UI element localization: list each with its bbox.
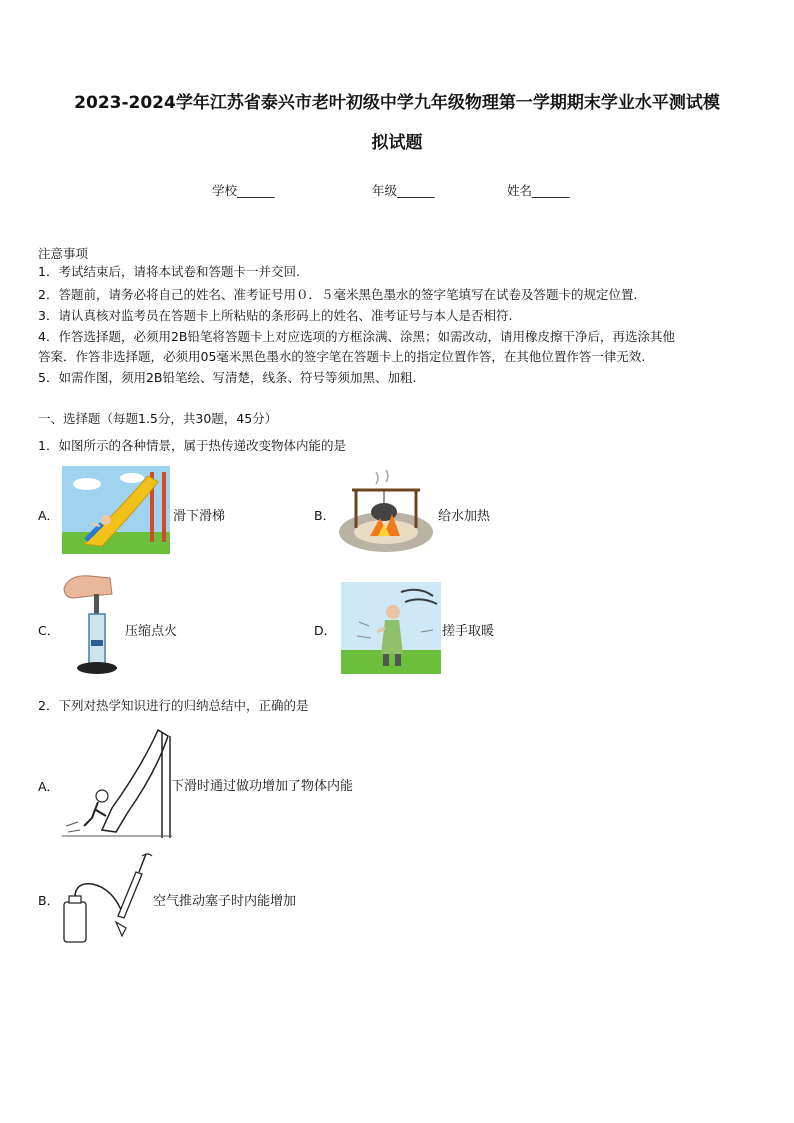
q1-option-c-text: 压缩点火 bbox=[125, 624, 178, 639]
notice-item: 1．考试结束后，请将本试卷和答题卡一并交回. bbox=[38, 264, 300, 279]
section-heading: 一、选择题（每题1.5分，共30题，45分） bbox=[38, 411, 278, 426]
grade-field: 年级______ bbox=[372, 183, 435, 198]
notice-item: 答案．作答非选择题，必须用05毫米黑色墨水的签字笔在答题卡上的指定位置作答，在其他位置作答一律无效. bbox=[38, 349, 646, 364]
school-field: 学校______ bbox=[212, 183, 275, 198]
slide-sketch-picture bbox=[62, 726, 172, 840]
campfire-kettle-picture bbox=[336, 466, 436, 556]
page-title-continued: 拟试题 bbox=[371, 133, 423, 153]
q1-option-b-text: 给水加热 bbox=[438, 509, 491, 524]
slide-picture bbox=[62, 466, 170, 554]
q1-option-a-text: 滑下滑梯 bbox=[173, 509, 226, 524]
notice-item: 5．如需作图，须用2B铅笔绘、写清楚，线条、符号等须加黑、加粗. bbox=[38, 370, 417, 385]
fire-piston-picture bbox=[60, 570, 122, 680]
q1-option-d-letter: D． bbox=[314, 623, 337, 638]
page-title: 2023-2024学年江苏省泰兴市老叶初级中学九年级物理第一学期期末学业水平测试模 bbox=[74, 93, 720, 113]
notice-heading: 注意事项 bbox=[38, 246, 89, 261]
q2-option-b-letter: B． bbox=[38, 893, 60, 908]
name-field: 姓名______ bbox=[507, 183, 570, 198]
notice-item: 2．答题前，请务必将自己的姓名、准考证号用０．５毫米黑色墨水的签字笔填写在试卷及答题卡的规定位置. bbox=[38, 287, 638, 302]
q1-option-a-letter: A． bbox=[38, 508, 60, 523]
notice-item: 4．作答选择题，必须用2B铅笔将答题卡上对应选项的方框涂满、涂黑；如需改动，请用橡皮擦干净后，再选涂其他 bbox=[38, 329, 675, 344]
q2-option-a-letter: A． bbox=[38, 779, 60, 794]
rubbing-hands-picture bbox=[341, 582, 441, 674]
q1-option-b-letter: B． bbox=[314, 508, 336, 523]
q1-option-c-letter: C． bbox=[38, 623, 60, 638]
question-2-stem: 2．下列对热学知识进行的归纳总结中，正确的是 bbox=[38, 698, 309, 713]
q1-option-d-text: 搓手取暖 bbox=[442, 624, 495, 639]
question-1-stem: 1．如图所示的各种情景，属于热传递改变物体内能的是 bbox=[38, 438, 346, 453]
notice-item: 3．请认真核对监考员在答题卡上所粘贴的条形码上的姓名、准考证号与本人是否相符. bbox=[38, 308, 513, 323]
bottle-pump-picture bbox=[62, 852, 154, 946]
q2-option-a-text: 下滑时通过做功增加了物体内能 bbox=[171, 779, 354, 794]
q2-option-b-text: 空气推动塞子时内能增加 bbox=[153, 894, 297, 909]
